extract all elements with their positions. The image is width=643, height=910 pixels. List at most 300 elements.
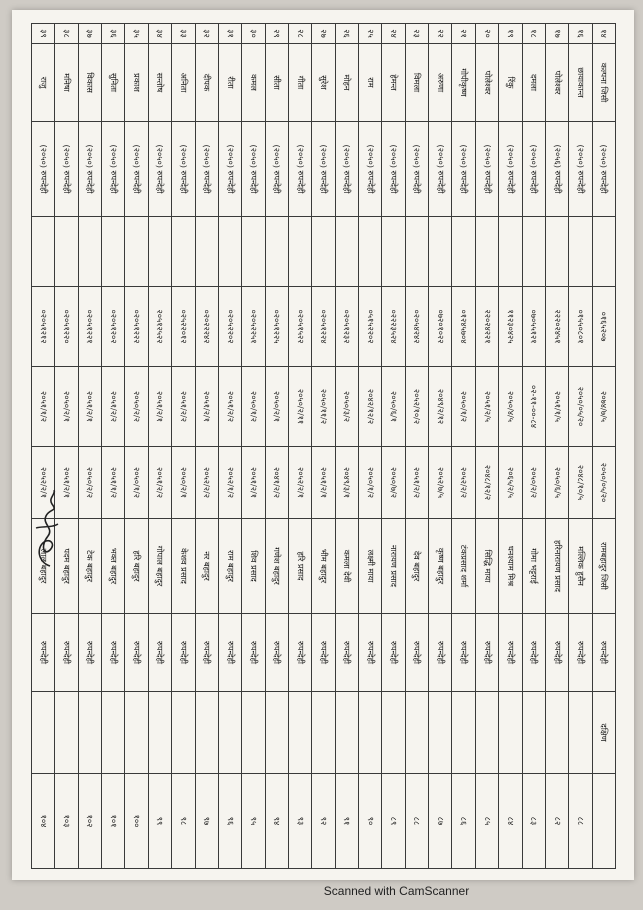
cell-address: रुपन्देही bbox=[195, 614, 218, 692]
table-row bbox=[569, 24, 592, 869]
cell-reg-date: २०५०/२/१ bbox=[172, 447, 195, 519]
table-row bbox=[148, 24, 171, 869]
table-row bbox=[242, 24, 265, 869]
cell-name: प्रकाश bbox=[125, 44, 148, 122]
cell-code: ८७ bbox=[429, 774, 452, 869]
cell-district: (२०५०) रुपन्देही bbox=[499, 122, 522, 217]
cell-sub-area bbox=[499, 692, 522, 774]
cell-parent: हरिनारायण प्रसाद bbox=[545, 519, 568, 614]
cell-parent: हरि प्रसाद bbox=[288, 519, 311, 614]
table-row bbox=[429, 24, 452, 869]
cell-sn: ३४ bbox=[148, 24, 171, 44]
cell-address: रुपन्देही bbox=[452, 614, 475, 692]
cell-address: रुपन्देही bbox=[499, 614, 522, 692]
cell-sn: २२ bbox=[429, 24, 452, 44]
cell-age bbox=[102, 217, 125, 287]
cell-name: विमला bbox=[405, 44, 428, 122]
cell-code: ९३ bbox=[288, 774, 311, 869]
cell-reg-no: ०२०५१२२५ bbox=[265, 287, 288, 367]
cell-district: (२०५०) रुपन्देही bbox=[265, 122, 288, 217]
cell-sub-area bbox=[242, 692, 265, 774]
cell-dob: २०७४/७/५ bbox=[592, 367, 615, 447]
cell-code: ८८ bbox=[405, 774, 428, 869]
cell-district: (२०५०) रुपन्देही bbox=[172, 122, 195, 217]
cell-code: ८२ bbox=[545, 774, 568, 869]
cell-district: (२०५०) रुपन्देही bbox=[242, 122, 265, 217]
cell-code: ९९ bbox=[148, 774, 171, 869]
cell-reg-no: ०२२२३५२४ bbox=[382, 287, 405, 367]
cell-dob: २०५१/१/२ bbox=[32, 367, 55, 447]
cell-name: दीपक bbox=[195, 44, 218, 122]
cell-reg-no: ०२०५२२०२ bbox=[218, 287, 241, 367]
cell-district: (२०५०) रुपन्देही bbox=[148, 122, 171, 217]
cell-age bbox=[148, 217, 171, 287]
cell-dob: २०५०/३/२ bbox=[335, 367, 358, 447]
cell-age bbox=[569, 217, 592, 287]
cell-district: (२०५०) रुपन्देही bbox=[335, 122, 358, 217]
cell-dob: २०५२/१०/२ bbox=[405, 367, 428, 447]
cell-district: (२०५०) रुपन्देही bbox=[522, 122, 545, 217]
cell-age bbox=[335, 217, 358, 287]
cell-code: ९८ bbox=[172, 774, 195, 869]
cell-district: (२०५०) रुपन्देही bbox=[382, 122, 405, 217]
cell-dob: ०२-११-००-८४ bbox=[522, 367, 545, 447]
cell-sub-area bbox=[522, 692, 545, 774]
cell-dob: २०५०/२/१ bbox=[55, 367, 78, 447]
cell-parent: गोपाल बहादुर bbox=[148, 519, 171, 614]
cell-reg-no: ०७०५५१२१ bbox=[522, 287, 545, 367]
cell-reg-no: ०२०५१२३२ bbox=[335, 287, 358, 367]
cell-sub-area bbox=[78, 692, 101, 774]
table-row bbox=[125, 24, 148, 869]
cell-sub-area bbox=[382, 692, 405, 774]
table-body bbox=[32, 24, 616, 869]
cell-code: ९६ bbox=[218, 774, 241, 869]
cell-address: रुपन्देही bbox=[125, 614, 148, 692]
cell-sn: ३८ bbox=[55, 24, 78, 44]
cell-reg-date: २०५२/२/२ bbox=[452, 447, 475, 519]
table-row bbox=[218, 24, 241, 869]
cell-dob: २०५०/६/१ bbox=[382, 367, 405, 447]
cell-parent: भक्त बहादुर bbox=[102, 519, 125, 614]
cell-code: १०३ bbox=[55, 774, 78, 869]
cell-sn: २७ bbox=[312, 24, 335, 44]
cell-reg-date: २०५०/७/२ bbox=[382, 447, 405, 519]
cell-district: (२०५०) रुपन्देही bbox=[592, 122, 615, 217]
cell-parent: गोमा भट्टराई bbox=[522, 519, 545, 614]
rotated-table-wrapper bbox=[31, 23, 616, 868]
cell-parent: टेक बहादुर bbox=[78, 519, 101, 614]
cell-dob: २०४९/२/१२ bbox=[429, 367, 452, 447]
cell-name: कमल bbox=[242, 44, 265, 122]
table-row bbox=[55, 24, 78, 869]
cell-name: गोपीकृष्ण bbox=[452, 44, 475, 122]
cell-address: रुपन्देही bbox=[382, 614, 405, 692]
cell-sn: ३१ bbox=[218, 24, 241, 44]
cell-sub-area bbox=[195, 692, 218, 774]
cell-reg-no: ०१६५२०७ bbox=[592, 287, 615, 367]
cell-name: दमला bbox=[522, 44, 545, 122]
cell-dob: २०५०/२/२ bbox=[125, 367, 148, 447]
scanner-footer bbox=[0, 884, 643, 898]
cell-reg-no: ११२३०४२५ bbox=[499, 287, 522, 367]
cell-dob: २०५०/४/५ bbox=[499, 367, 522, 447]
cell-dob: २०५१/१/५ bbox=[545, 367, 568, 447]
cell-address: रुपन्देही bbox=[265, 614, 288, 692]
cell-address: रुपन्देही bbox=[78, 614, 101, 692]
cell-reg-no: ०१५५०८०१ bbox=[569, 287, 592, 367]
cell-name: मनिषा bbox=[55, 44, 78, 122]
cell-reg-date: २०५०/१/२ bbox=[359, 447, 382, 519]
table-row bbox=[172, 24, 195, 869]
record-table bbox=[31, 23, 616, 869]
cell-name: रिंकु bbox=[499, 44, 522, 122]
cell-code: ८३ bbox=[522, 774, 545, 869]
cell-reg-no: २२०२४२२१ bbox=[475, 287, 498, 367]
cell-district: (२०५०) रुपन्देही bbox=[102, 122, 125, 217]
cell-name: मोहन bbox=[335, 44, 358, 122]
cell-address: रुपन्देही bbox=[592, 614, 615, 692]
cell-reg-no: ०२०५१५२२ bbox=[288, 287, 311, 367]
cell-sub-area bbox=[452, 692, 475, 774]
cell-district: (२०५०) रुपन्देही bbox=[218, 122, 241, 217]
cell-name: विकास bbox=[78, 44, 101, 122]
cell-age bbox=[78, 217, 101, 287]
cell-address: रुपन्देही bbox=[32, 614, 55, 692]
cell-parent: नारायण प्रसाद bbox=[382, 519, 405, 614]
cell-sn: २४ bbox=[382, 24, 405, 44]
table-row bbox=[545, 24, 568, 869]
cell-reg-no: ०२०५४२४२ bbox=[405, 287, 428, 367]
cell-sub-area bbox=[288, 692, 311, 774]
table-row bbox=[475, 24, 498, 869]
cell-sub-area bbox=[405, 692, 428, 774]
table-row bbox=[312, 24, 335, 869]
cell-sn: २३ bbox=[405, 24, 428, 44]
table-row bbox=[359, 24, 382, 869]
cell-dob: २०५१/२/२ bbox=[218, 367, 241, 447]
cell-age bbox=[522, 217, 545, 287]
cell-code: ९२ bbox=[312, 774, 335, 869]
cell-sub-area bbox=[102, 692, 125, 774]
cell-age bbox=[242, 217, 265, 287]
cell-name: अरुणा bbox=[429, 44, 452, 122]
cell-reg-no: ०५१५२२०२ bbox=[359, 287, 382, 367]
table-row bbox=[265, 24, 288, 869]
cell-reg-no: ०२०५१२२४ bbox=[312, 287, 335, 367]
cell-reg-no: ०१२४५७०४ bbox=[452, 287, 475, 367]
cell-dob: २०५०/११/२ bbox=[312, 367, 335, 447]
cell-address: रुपन्देही bbox=[218, 614, 241, 692]
cell-address: रुपन्देही bbox=[359, 614, 382, 692]
cell-district: (२०५०) रुपन्देही bbox=[312, 122, 335, 217]
cell-code: ८५ bbox=[475, 774, 498, 869]
cell-age bbox=[32, 217, 55, 287]
table-row bbox=[592, 24, 615, 869]
cell-code: ९५ bbox=[242, 774, 265, 869]
cell-district: (२०५०) रुपन्देही bbox=[288, 122, 311, 217]
cell-name: सीता bbox=[265, 44, 288, 122]
cell-sn: ३७ bbox=[78, 24, 101, 44]
table-row bbox=[382, 24, 405, 869]
cell-sub-area bbox=[359, 692, 382, 774]
cell-reg-date: २०५२/२/१ bbox=[32, 447, 55, 519]
cell-age bbox=[312, 217, 335, 287]
cell-address: रुपन्देही bbox=[569, 614, 592, 692]
cell-name: राजु bbox=[32, 44, 55, 122]
cell-age bbox=[359, 217, 382, 287]
cell-code: ९१ bbox=[335, 774, 358, 869]
cell-reg-date: २०५०/२/२ bbox=[78, 447, 101, 519]
cell-name: पोलेश्वर bbox=[475, 44, 498, 122]
table-row bbox=[32, 24, 55, 869]
cell-address: रुपन्देही bbox=[288, 614, 311, 692]
cell-code: ८४ bbox=[499, 774, 522, 869]
table-row bbox=[78, 24, 101, 869]
cell-name: पोलेश्वर bbox=[545, 44, 568, 122]
cell-reg-date: २०५०/२/२ bbox=[522, 447, 545, 519]
cell-age bbox=[172, 217, 195, 287]
cell-name: अनिता bbox=[172, 44, 195, 122]
cell-age bbox=[55, 217, 78, 287]
cell-reg-date: २०४१/२/२ bbox=[265, 447, 288, 519]
cell-district: (२०५०) रुपन्देही bbox=[475, 122, 498, 217]
cell-parent: घनश्याम मिश्र bbox=[499, 519, 522, 614]
cell-sn: ३५ bbox=[125, 24, 148, 44]
cell-name: राम bbox=[359, 44, 382, 122]
cell-sub-area: दक्षिण bbox=[592, 692, 615, 774]
cell-age bbox=[265, 217, 288, 287]
cell-sn: १४ bbox=[592, 24, 615, 44]
cell-reg-date: २०५२/२/२ bbox=[195, 447, 218, 519]
cell-reg-date: २०५२/२/१ bbox=[288, 447, 311, 519]
cell-sn: ३२ bbox=[195, 24, 218, 44]
cell-parent: कृष्ण बहादुर bbox=[429, 519, 452, 614]
table-row bbox=[102, 24, 125, 869]
cell-name: छायाकान्त bbox=[569, 44, 592, 122]
cell-reg-date: २०६५/२/५ bbox=[499, 447, 522, 519]
cell-name: गीता bbox=[288, 44, 311, 122]
cell-reg-date: २०५०/१/२ bbox=[125, 447, 148, 519]
cell-sn: १६ bbox=[569, 24, 592, 44]
cell-district: (२०५०) रुपन्देही bbox=[78, 122, 101, 217]
cell-age bbox=[195, 217, 218, 287]
cell-name: कल्पना जिसी bbox=[592, 44, 615, 122]
cell-address: रुपन्देही bbox=[545, 614, 568, 692]
cell-dob: २०५०/१/२ bbox=[242, 367, 265, 447]
cell-dob: २०५१/२/१ bbox=[78, 367, 101, 447]
cell-age bbox=[382, 217, 405, 287]
cell-name: हेमन्त bbox=[382, 44, 405, 122]
table-row bbox=[499, 24, 522, 869]
cell-age bbox=[592, 217, 615, 287]
cell-sn: २५ bbox=[359, 24, 382, 44]
signature-image bbox=[30, 488, 64, 570]
cell-code: १०१ bbox=[102, 774, 125, 869]
cell-age bbox=[452, 217, 475, 287]
cell-age bbox=[218, 217, 241, 287]
cell-sn: १७ bbox=[545, 24, 568, 44]
cell-dob: २०५१/२/१ bbox=[148, 367, 171, 447]
cell-district: (२०५०) रुपन्देही bbox=[55, 122, 78, 217]
cell-reg-date: २०४८/१०/५ bbox=[569, 447, 592, 519]
cell-reg-date: २०५१/२/१ bbox=[242, 447, 265, 519]
cell-dob: २०५१/२/५ bbox=[475, 367, 498, 447]
cell-reg-no: ०७२०१०२२ bbox=[429, 287, 452, 367]
cell-reg-date: २०४९/३/१ bbox=[335, 447, 358, 519]
cell-age bbox=[475, 217, 498, 287]
cell-parent: नर बहादुर bbox=[195, 519, 218, 614]
cell-address: रुपन्देही bbox=[148, 614, 171, 692]
table-row bbox=[405, 24, 428, 869]
cell-district: (२०५०) रुपन्देही bbox=[195, 122, 218, 217]
cell-dob: २०५१/२/१ bbox=[195, 367, 218, 447]
cell-reg-date: २०५०/६/५ bbox=[545, 447, 568, 519]
cell-district: (२०५०) रुपन्देही bbox=[32, 122, 55, 217]
cell-dob: २०५१/२/२ bbox=[172, 367, 195, 447]
table-row bbox=[335, 24, 358, 869]
cell-sn: २० bbox=[475, 24, 498, 44]
cell-reg-no: २२२०२४५१ bbox=[545, 287, 568, 367]
cell-sub-area bbox=[335, 692, 358, 774]
cell-address: रुपन्देही bbox=[172, 614, 195, 692]
cell-district: (२०५०) रुपन्देही bbox=[452, 122, 475, 217]
cell-sn: ३९ bbox=[32, 24, 55, 44]
cell-reg-date: २०५१/२/१ bbox=[55, 447, 78, 519]
cell-reg-no: ०२०५१२१२ bbox=[32, 287, 55, 367]
cell-parent: रामबहादुर जिसी bbox=[592, 519, 615, 614]
table-row bbox=[195, 24, 218, 869]
cell-parent: पदम बहादुर bbox=[55, 519, 78, 614]
cell-sub-area bbox=[569, 692, 592, 774]
cell-name: रीता bbox=[218, 44, 241, 122]
cell-parent: शिव प्रसाद bbox=[242, 519, 265, 614]
cell-code: १०० bbox=[125, 774, 148, 869]
cell-parent: भीम बहादुर bbox=[312, 519, 335, 614]
cell-parent: गणेश बहादुर bbox=[265, 519, 288, 614]
cell-name: सन्तोष bbox=[148, 44, 171, 122]
cell-parent: केशव प्रसाद bbox=[172, 519, 195, 614]
cell-address: रुपन्देही bbox=[429, 614, 452, 692]
cell-reg-date: २०५१/१/२ bbox=[102, 447, 125, 519]
cell-age bbox=[125, 217, 148, 287]
cell-address: रुपन्देही bbox=[242, 614, 265, 692]
cell-code: १०४ bbox=[32, 774, 55, 869]
cell-dob: २०५०/०५/२० bbox=[569, 367, 592, 447]
cell-district: (२०५०) रुपन्देही bbox=[569, 122, 592, 217]
cell-sub-area bbox=[218, 692, 241, 774]
footer-text: Scanned with CamScanner bbox=[323, 884, 470, 898]
cell-code: ८९ bbox=[382, 774, 405, 869]
cell-address: रुपन्देही bbox=[475, 614, 498, 692]
cell-dob: २०४२/१२/२ bbox=[359, 367, 382, 447]
cell-district: (२०५०) रुपन्देही bbox=[359, 122, 382, 217]
cell-sn: २६ bbox=[335, 24, 358, 44]
cell-address: रुपन्देही bbox=[102, 614, 125, 692]
cell-sub-area bbox=[312, 692, 335, 774]
table-row bbox=[288, 24, 311, 869]
cell-reg-no: ०२०५२२५१ bbox=[242, 287, 265, 367]
cell-code: ९० bbox=[359, 774, 382, 869]
cell-age bbox=[499, 217, 522, 287]
cell-district: (२०५०) रुपन्देही bbox=[125, 122, 148, 217]
cell-sub-area bbox=[475, 692, 498, 774]
cell-reg-no: ०२०२२२४२ bbox=[195, 287, 218, 367]
cell-reg-no: ०२०५१२२१ bbox=[78, 287, 101, 367]
cell-parent: हरि बहादुर bbox=[125, 519, 148, 614]
cell-reg-date: २०५१/२/२ bbox=[148, 447, 171, 519]
cell-age bbox=[429, 217, 452, 287]
cell-reg-date: २०५१/२/२ bbox=[405, 447, 428, 519]
cell-sn: १९ bbox=[499, 24, 522, 44]
cell-address: रुपन्देही bbox=[522, 614, 545, 692]
cell-reg-date: २०५२/१/२ bbox=[218, 447, 241, 519]
cell-dob: २०५१/२/२ bbox=[102, 367, 125, 447]
cell-name: सुनिता bbox=[102, 44, 125, 122]
cell-sub-area bbox=[55, 692, 78, 774]
cell-sub-area bbox=[125, 692, 148, 774]
cell-reg-no: ०२०५१२०२ bbox=[102, 287, 125, 367]
cell-district: (२०५०) रुपन्देही bbox=[405, 122, 428, 217]
cell-reg-no: २०५१२५२२ bbox=[148, 287, 171, 367]
cell-parent: लक्ष्मी माया bbox=[359, 519, 382, 614]
cell-sn: २९ bbox=[265, 24, 288, 44]
cell-code bbox=[592, 774, 615, 869]
cell-address: रुपन्देही bbox=[335, 614, 358, 692]
cell-dob: २०५०/२/११ bbox=[288, 367, 311, 447]
cell-sn: ३० bbox=[242, 24, 265, 44]
cell-address: रुपन्देही bbox=[312, 614, 335, 692]
cell-reg-no: ०२५२२०१२ bbox=[172, 287, 195, 367]
cell-sn: ३६ bbox=[102, 24, 125, 44]
cell-code: ८६ bbox=[452, 774, 475, 869]
cell-parent: लाल बहादुर bbox=[32, 519, 55, 614]
cell-dob: २०५०/२/१ bbox=[265, 367, 288, 447]
cell-district: (२०५६) रुपन्देही bbox=[545, 122, 568, 217]
cell-sn: २१ bbox=[452, 24, 475, 44]
scanned-page bbox=[12, 10, 634, 880]
cell-parent: मल्लिक हुसैन bbox=[569, 519, 592, 614]
cell-parent: कमला देवी bbox=[335, 519, 358, 614]
cell-code: ९७ bbox=[195, 774, 218, 869]
cell-age bbox=[405, 217, 428, 287]
cell-code: ९४ bbox=[265, 774, 288, 869]
cell-address: रुपन्देही bbox=[55, 614, 78, 692]
cell-age bbox=[545, 217, 568, 287]
cell-reg-date: २०५२/७/५ bbox=[429, 447, 452, 519]
cell-sn: १८ bbox=[522, 24, 545, 44]
cell-reg-date: २०५०/०५/२० bbox=[592, 447, 615, 519]
cell-reg-date: २०४८/१२/२ bbox=[475, 447, 498, 519]
cell-sub-area bbox=[265, 692, 288, 774]
cell-sub-area bbox=[545, 692, 568, 774]
cell-address: रुपन्देही bbox=[405, 614, 428, 692]
cell-parent: राम बहादुर bbox=[218, 519, 241, 614]
cell-reg-no: ०२०५१२२२ bbox=[125, 287, 148, 367]
cell-district: (२०५०) रुपन्देही bbox=[429, 122, 452, 217]
cell-sn: २८ bbox=[288, 24, 311, 44]
table-row bbox=[522, 24, 545, 869]
cell-reg-date: २०५१/२/१ bbox=[312, 447, 335, 519]
table-row bbox=[452, 24, 475, 869]
cell-dob: २०५०/१/२ bbox=[452, 367, 475, 447]
cell-reg-no: ०२०५१२२० bbox=[55, 287, 78, 367]
cell-parent: सिद्धि माया bbox=[475, 519, 498, 614]
cell-sub-area bbox=[32, 692, 55, 774]
cell-code: १०२ bbox=[78, 774, 101, 869]
cell-name: सुरेश bbox=[312, 44, 335, 122]
cell-parent: टंकप्रसाद शर्मा bbox=[452, 519, 475, 614]
